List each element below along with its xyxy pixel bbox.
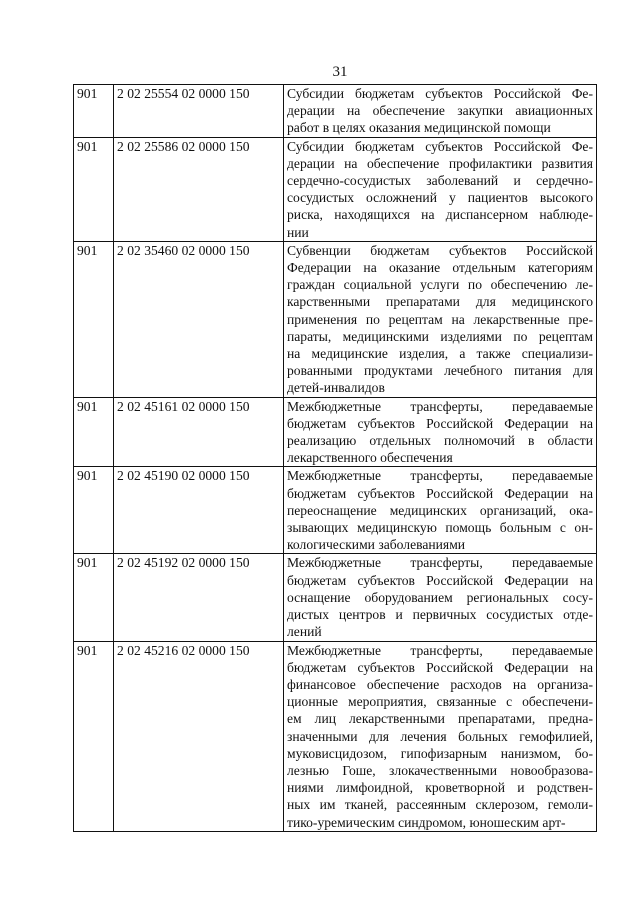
description-line: граждан социальной услуги по обеспечению ле- (287, 277, 593, 293)
description-line: муковисцидозом, гипофизарным нанизмом, бо- (287, 745, 593, 761)
description-cell (284, 85, 597, 138)
description-line: Межбюджетные трансферты, передаваемые (287, 398, 593, 414)
description-line: риска, находящихся на диспансерном наблюде- (287, 207, 593, 223)
page-number: 31 (332, 64, 348, 80)
description-cell (284, 397, 597, 467)
administrator-code-cell: 901 (74, 241, 114, 397)
table-row (74, 554, 597, 641)
budget-code-cell: 2 02 45216 02 0000 150 (114, 641, 284, 831)
administrator-code-cell: 901 (74, 137, 114, 241)
administrator-code-cell: 901 (74, 554, 114, 641)
description-line: финансовое обеспечение расходов на организа- (287, 676, 593, 692)
budget-code-cell: 2 02 35460 02 0000 150 (114, 241, 284, 397)
table-body (74, 85, 597, 832)
administrator-code-cell: 901 (74, 467, 114, 554)
table-row (74, 397, 597, 467)
budget-code-cell: 2 02 25586 02 0000 150 (114, 137, 284, 241)
table-row (74, 241, 597, 397)
description-line: ем лиц лекарственными препаратами, предна- (287, 711, 593, 727)
description-line: дерации на обеспечение профилактики развития (287, 155, 593, 171)
description-line: ных им тканей, рассеянным склерозом, гемоли- (287, 797, 593, 813)
description-line: бюджетам субъектов Российской Федерации на (287, 572, 593, 588)
description-line: работ в целях оказания медицинской помощи (287, 120, 551, 136)
description-line: Субвенции бюджетам субъектов Российской (287, 242, 593, 258)
description-line: Межбюджетные трансферты, передаваемые (287, 555, 593, 571)
description-line: переоснащение медицинских организаций, ока- (287, 502, 593, 518)
description-line: лезнью Гоше, злокачественными новообразова- (287, 762, 593, 778)
budget-code-cell: 2 02 25554 02 0000 150 (114, 85, 284, 138)
description-line: карственными препаратами для медицинского (287, 294, 593, 310)
description-line: ционные мероприятия, связанные с обеспечени- (287, 694, 593, 710)
budget-code-cell: 2 02 45192 02 0000 150 (114, 554, 284, 641)
description-line: Межбюджетные трансферты, передаваемые (287, 468, 593, 484)
administrator-code-cell: 901 (74, 397, 114, 467)
table-row (74, 641, 597, 831)
description-line: тико-уремическим синдромом, юношеским арт- (287, 814, 566, 830)
description-line: на медицинские изделия, а также специализи- (287, 346, 593, 362)
description-cell (284, 137, 597, 241)
description-line: сосудистых осложнений у пациентов высокого (287, 190, 593, 206)
description-line: детей-инвалидов (287, 380, 385, 396)
description-line: применения по рецептам на лекарственные пре- (287, 311, 593, 327)
description-line: бюджетам субъектов Российской Федерации на (287, 485, 593, 501)
description-line: рованными продуктами лечебного питания для (287, 363, 593, 379)
budget-code-cell: 2 02 45161 02 0000 150 (114, 397, 284, 467)
description-line: нии (287, 224, 309, 240)
table-row (74, 137, 597, 241)
description-line: Федерации на оказание отдельным категориям (287, 260, 593, 276)
description-line: сердечно-сосудистых заболеваний и сердечно- (287, 173, 593, 189)
budget-classification-table (73, 84, 597, 832)
table-row (74, 467, 597, 554)
description-line: бюджетам субъектов Российской Федерации на (287, 415, 593, 431)
description-line: Субсидии бюджетам субъектов Российской Фе- (287, 138, 593, 154)
table-row (74, 85, 597, 138)
description-line: дерации на обеспечение закупки авиационных (287, 103, 593, 119)
description-line: значенными для лечения больных гемофилией, (287, 728, 593, 744)
description-cell (284, 241, 597, 397)
description-line: Субсидии бюджетам субъектов Российской Фе- (287, 86, 593, 101)
description-line: лений (287, 624, 322, 640)
description-line: кологическими заболеваниями (287, 537, 466, 553)
description-line: оснащение оборудованием региональных сосу- (287, 589, 593, 605)
administrator-code-cell: 901 (74, 85, 114, 138)
description-cell (284, 641, 597, 831)
description-line: ниями лимфоидной, кроветворной и родствен- (287, 780, 593, 796)
description-line: реализацию отдельных полномочий в области (287, 433, 593, 449)
budget-code-cell: 2 02 45190 02 0000 150 (114, 467, 284, 554)
description-line: параты, медицинскими изделиями по рецептам (287, 328, 593, 344)
description-line: зывающих медицинскую помощь больным с он- (287, 520, 593, 536)
description-line: дистых центров и первичных сосудистых отде- (287, 607, 593, 623)
description-cell (284, 467, 597, 554)
description-line: лекарственного обеспечения (287, 450, 453, 466)
description-line: Межбюджетные трансферты, передаваемые (287, 642, 593, 658)
description-cell (284, 554, 597, 641)
description-line: бюджетам субъектов Российской Федерации на (287, 659, 593, 675)
administrator-code-cell: 901 (74, 641, 114, 831)
